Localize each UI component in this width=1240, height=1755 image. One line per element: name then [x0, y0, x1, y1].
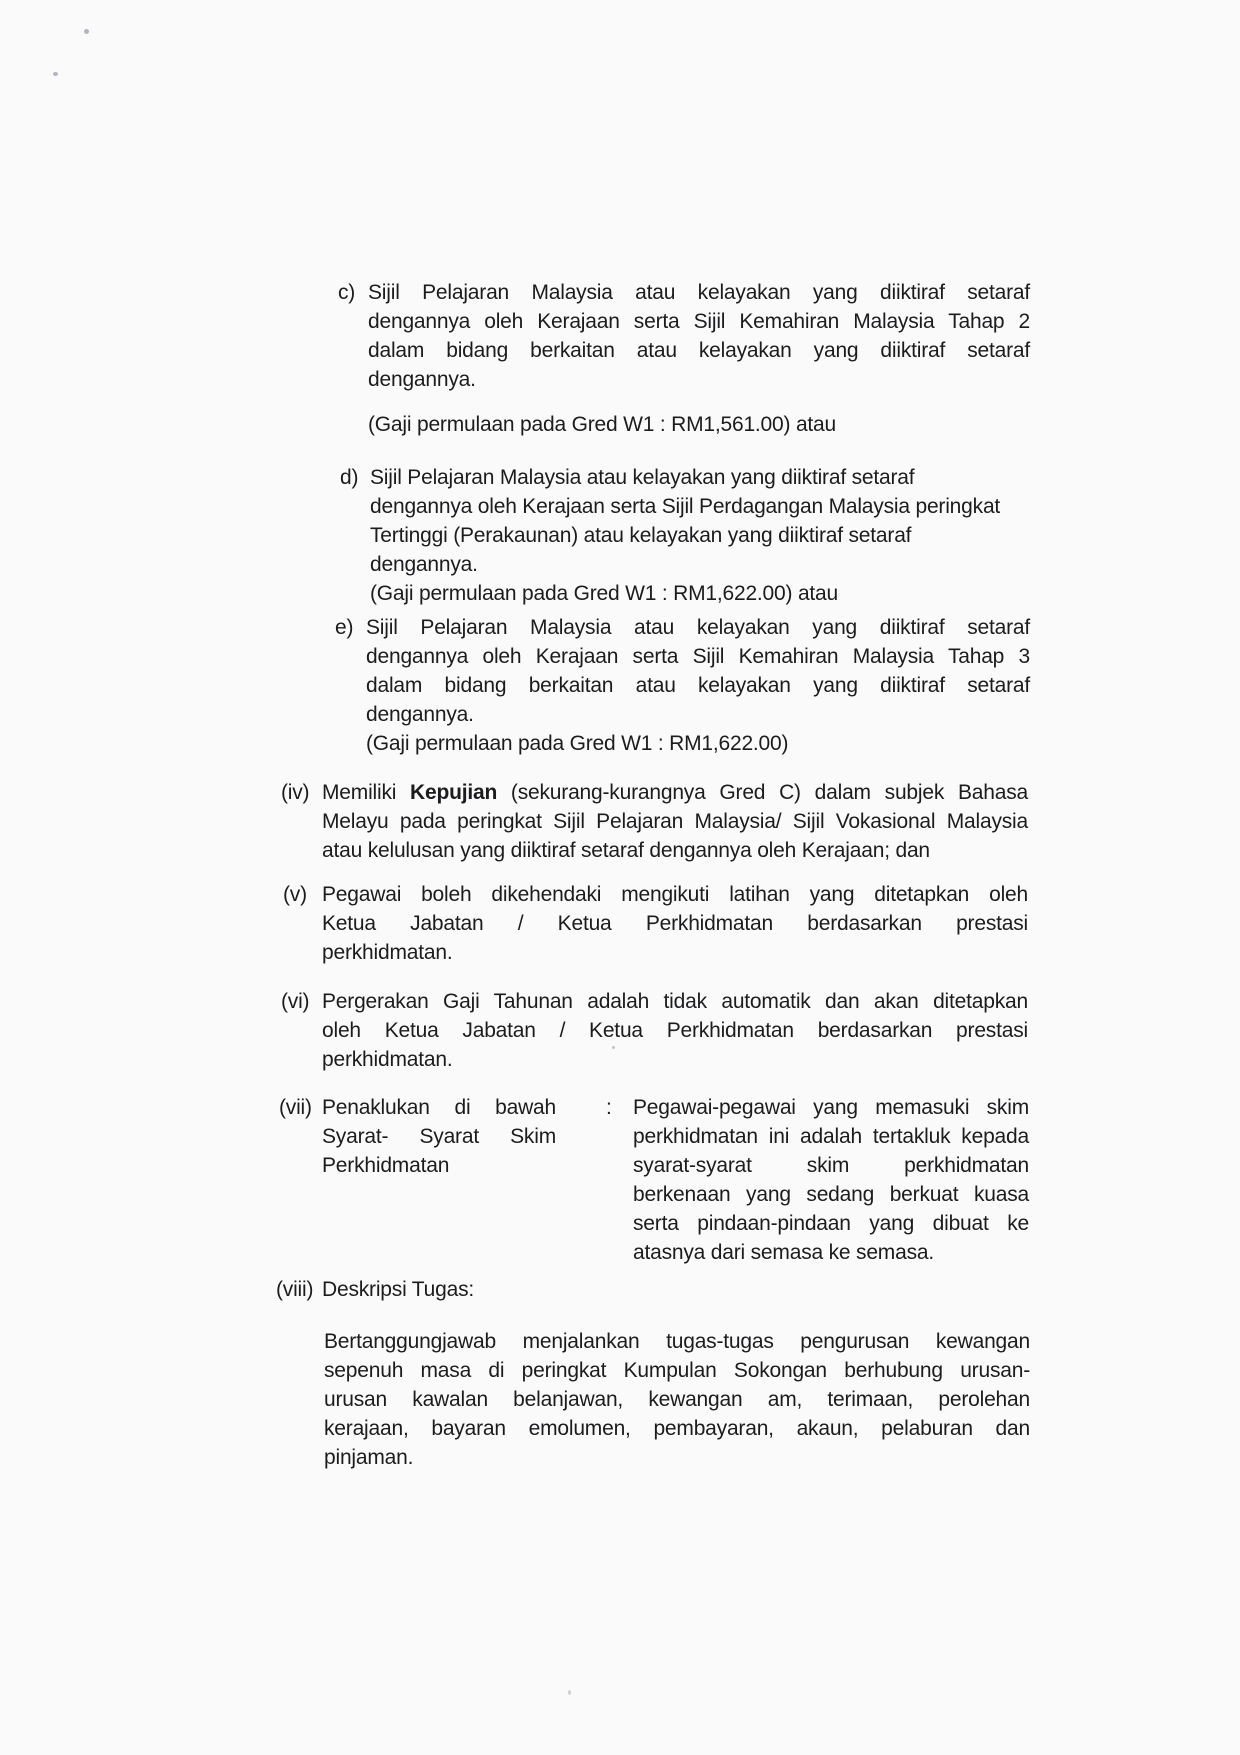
- clause-vii-definition: Pegawai-pegawai yang memasuki skim perkhidmatan ini adalah tertakluk kepada syarat-syarat skim perkhidmatan berkenaan yang sedang berkuat kuasa serta pindaan-pindaan yang dibuat ke atasnya dari semasa ke semasa.: [633, 1096, 1029, 1264]
- item-e-label: e): [335, 616, 354, 639]
- clause-viii-body: Bertanggungjawab menjalankan tugas-tugas pengurusan kewangan sepenuh masa di peringkat Kumpulan Sokongan berhubung urusan- urusan kawalan belanjawan, kewangan am, terimaan, perolehan kerajaan, bayaran emolumen, pembayaran, akaun, pelaburan dan pinjaman.: [324, 1330, 1030, 1469]
- item-e-body: Sijil Pelajaran Malaysia atau kelayakan yang diiktiraf setaraf dengannya oleh Kerajaan serta Sijil Kemahiran Malaysia Tahap 3 dalam bidang berkaitan atau kelayakan yang diiktiraf setaraf dengannya.: [366, 616, 1030, 726]
- clause-vi-body: Pergerakan Gaji Tahunan adalah tidak automatik dan akan ditetapkan oleh Ketua Jabatan / Ketua Perkhidmatan berdasarkan prestasi perkhidmatan.: [322, 990, 1028, 1071]
- clause-iv-first-line: [322, 778, 1028, 807]
- clause-iv-bold-word: Kepujian: [410, 781, 498, 804]
- clause-iv-body: [322, 778, 1028, 865]
- item-d-body: Sijil Pelajaran Malaysia atau kelayakan yang diiktiraf setaraf dengannya oleh Kerajaan serta Sijil Perdagangan Malaysia peringkat Tertinggi (Perakaunan) atau kelayakan yang diiktiraf setaraf dengannya.: [370, 466, 1001, 576]
- item-e-salary-note: (Gaji permulaan pada Gred W1 : RM1,622.00): [366, 732, 789, 755]
- clause-iv-rest-lines: Melayu pada peringkat Sijil Pelajaran Malaysia/ Sijil Vokasional Malaysia atau kelulusan yang diiktiraf setaraf dengannya oleh Kerajaan; dan: [322, 810, 1028, 862]
- scan-speck: [53, 72, 58, 76]
- item-c-salary-note: (Gaji permulaan pada Gred W1 : RM1,561.00) atau: [368, 413, 837, 436]
- clause-v-label: (v): [283, 883, 307, 906]
- scan-speck: [568, 1690, 571, 1695]
- item-c-body: Sijil Pelajaran Malaysia atau kelayakan yang diiktiraf setaraf dengannya oleh Kerajaan serta Sijil Kemahiran Malaysia Tahap 2 dalam bidang berkaitan atau kelayakan yang diiktiraf setaraf dengannya.: [368, 281, 1030, 391]
- clause-iv-label: (iv): [281, 781, 310, 804]
- scan-speck: [84, 29, 89, 34]
- clause-iv-text-suffix: (sekurang-kurangnya Gred C) dalam subjek Bahasa: [497, 781, 1028, 804]
- clause-viii-heading: Deskripsi Tugas:: [322, 1278, 475, 1301]
- item-d-salary-note: (Gaji permulaan pada Gred W1 : RM1,622.00) atau: [370, 582, 839, 605]
- item-c-label: c): [338, 281, 356, 304]
- clause-iv-text-prefix: Memiliki: [322, 781, 411, 804]
- clause-vii-label: (vii): [279, 1096, 312, 1119]
- item-d-label: d): [340, 466, 359, 489]
- clause-vi-label: (vi): [281, 990, 310, 1013]
- clause-vii-term: Penaklukan di bawah Syarat- Syarat Skim Perkhidmatan: [322, 1096, 556, 1177]
- clause-vii-colon: :: [606, 1096, 612, 1119]
- clause-viii-label: (viii): [276, 1278, 314, 1301]
- clause-v-body: Pegawai boleh dikehendaki mengikuti latihan yang ditetapkan oleh Ketua Jabatan / Ketua Perkhidmatan berdasarkan prestasi perkhidmatan.: [322, 883, 1028, 964]
